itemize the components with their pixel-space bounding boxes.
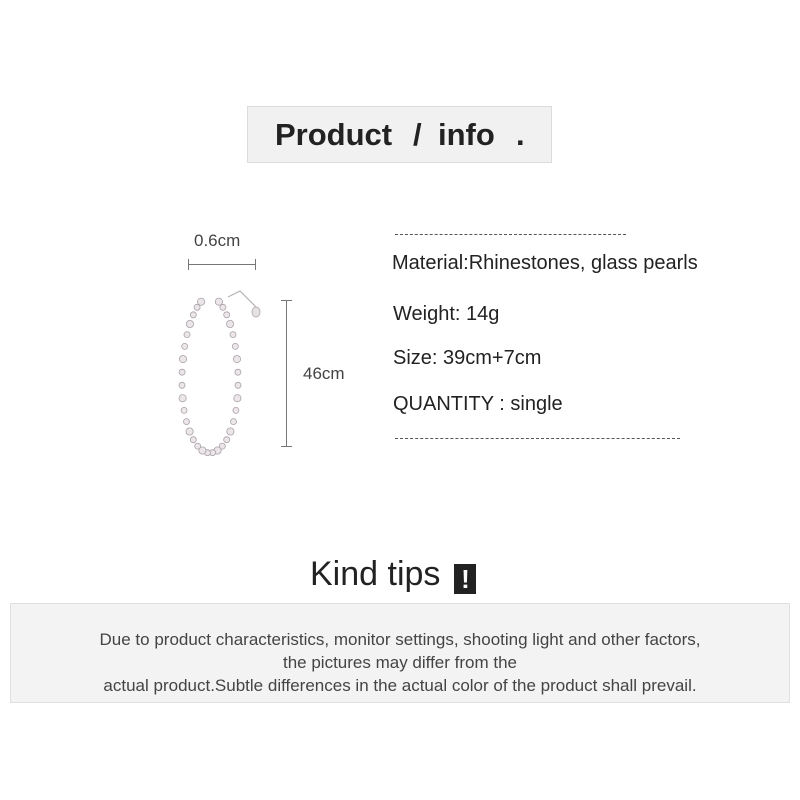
tips-line-2: the pictures may differ from the — [282, 653, 517, 672]
pearl-bead — [186, 320, 193, 327]
pearl-bead — [181, 407, 187, 413]
top-divider — [395, 234, 626, 235]
pearl-bead — [215, 298, 222, 305]
title-dot: . — [516, 117, 525, 152]
pearl-bead — [235, 369, 241, 375]
length-dimension-tick-bottom — [281, 446, 292, 447]
weight-spec: Weight: 14g — [393, 303, 500, 325]
tips-line-3: actual product.Subtle differences in the actual color of the product shall prevail. — [103, 676, 697, 695]
pearl-bead — [179, 369, 185, 375]
bottom-divider — [395, 438, 680, 439]
pearl-bead — [179, 356, 186, 363]
pearl-bead — [234, 395, 241, 402]
width-dimension-tick-right — [255, 259, 256, 270]
pearl-bead — [233, 407, 239, 413]
tips-line-1: Due to product characteristics, monitor settings, shooting light and other factors, — [99, 630, 701, 649]
pearl-bead — [179, 382, 185, 388]
width-dimension-tick-left — [188, 259, 189, 270]
pearl-bead — [220, 304, 226, 310]
material-spec: Material:Rhinestones, glass pearls — [392, 252, 698, 274]
pearl-bead — [198, 298, 205, 305]
pearl-bead — [235, 382, 241, 388]
length-dimension-line — [286, 300, 287, 447]
product-info-title — [247, 106, 552, 163]
pearl-bead — [231, 419, 237, 425]
pearl-bead — [224, 312, 230, 318]
kind-tips-text: Kind tips — [310, 555, 441, 593]
kind-tips-heading — [310, 555, 476, 594]
pearl-bead — [233, 356, 240, 363]
kind-tips-box — [10, 603, 790, 703]
pearl-bead — [186, 428, 193, 435]
pearl-bead — [227, 320, 234, 327]
size-spec: Size: 39cm+7cm — [393, 347, 542, 369]
title-word-product: Product — [275, 117, 393, 152]
necklace-chain — [228, 291, 256, 307]
title-word-info: info — [438, 117, 495, 152]
title-slash: / — [413, 117, 422, 152]
pearl-bead — [179, 395, 186, 402]
necklace-clasp-pendant — [252, 307, 260, 317]
pearl-necklace-image — [170, 285, 270, 465]
width-dimension-line — [188, 264, 256, 265]
pearl-bead — [184, 332, 190, 338]
pearl-bead — [230, 332, 236, 338]
pearl-bead — [184, 419, 190, 425]
pearl-bead — [190, 437, 196, 443]
quantity-spec: QUANTITY : single — [393, 393, 563, 415]
exclamation-icon: ! — [454, 564, 476, 594]
pearl-strand — [179, 298, 241, 456]
pearl-bead — [195, 443, 201, 449]
pearl-bead — [224, 437, 230, 443]
pearl-bead — [227, 428, 234, 435]
pearl-bead — [182, 343, 188, 349]
pearl-bead — [232, 343, 238, 349]
width-dimension-label: 0.6cm — [194, 231, 241, 250]
length-dimension-tick-top — [281, 300, 292, 301]
length-dimension-label: 46cm — [303, 364, 345, 383]
pearl-bead — [190, 312, 196, 318]
